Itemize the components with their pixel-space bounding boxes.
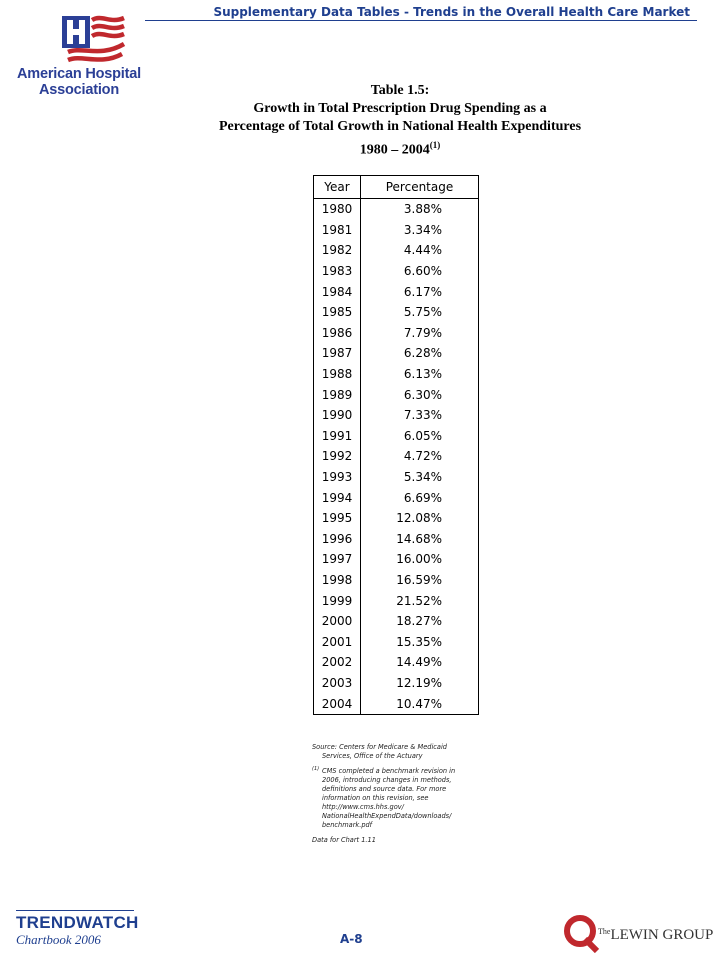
cell-percentage: 18.27% xyxy=(361,611,479,632)
cell-year: 1992 xyxy=(314,446,361,467)
table-row xyxy=(314,529,479,550)
table-row xyxy=(314,508,479,529)
source-line2: Services, Office of the Actuary xyxy=(322,752,423,760)
table-row xyxy=(314,487,479,508)
aha-logo-line2: Association xyxy=(39,82,119,98)
cell-year: 2004 xyxy=(314,693,361,714)
footnote-line: information on this revision, see xyxy=(322,794,429,802)
cell-year: 1991 xyxy=(314,426,361,447)
data-table xyxy=(313,175,479,715)
cell-year: 1997 xyxy=(314,549,361,570)
logo-h-icon xyxy=(62,16,90,48)
cell-year: 1983 xyxy=(314,261,361,282)
cell-year: 1993 xyxy=(314,467,361,488)
cell-percentage: 6.60% xyxy=(361,261,479,282)
cell-percentage: 6.28% xyxy=(361,343,479,364)
table-title-footnote-mark: (1) xyxy=(429,140,441,150)
table-row xyxy=(314,693,479,714)
cell-percentage: 12.08% xyxy=(361,508,479,529)
cell-year: 1986 xyxy=(314,323,361,344)
footnote-line: CMS completed a benchmark revision in xyxy=(322,767,456,775)
cell-year: 1998 xyxy=(314,570,361,591)
cell-year: 1987 xyxy=(314,343,361,364)
table-row xyxy=(314,549,479,570)
cell-percentage: 6.69% xyxy=(361,487,479,508)
trendwatch-logo xyxy=(16,910,139,948)
cell-percentage: 16.00% xyxy=(361,549,479,570)
cell-percentage: 16.59% xyxy=(361,570,479,591)
table-title-years: 1980 – 2004 xyxy=(359,142,430,158)
cell-percentage: 7.79% xyxy=(361,323,479,344)
table-title-line4 xyxy=(120,136,680,160)
cell-percentage: 14.68% xyxy=(361,529,479,550)
table-row xyxy=(314,631,479,652)
cell-percentage: 15.35% xyxy=(361,631,479,652)
footnote-line: 2006, introducing changes in methods, xyxy=(322,776,452,784)
cell-year: 2000 xyxy=(314,611,361,632)
header-title: Supplementary Data Tables - Trends in the Overall Health Care Market xyxy=(213,5,690,19)
cell-year: 1980 xyxy=(314,199,361,220)
chartbook-subtitle: Chartbook 2006 xyxy=(16,932,101,947)
column-header-year: Year xyxy=(314,176,361,199)
table-row xyxy=(314,281,479,302)
lewin-q-icon xyxy=(567,918,597,951)
cell-percentage: 6.13% xyxy=(361,364,479,385)
cell-percentage: 5.34% xyxy=(361,467,479,488)
footnote-line: benchmark.pdf xyxy=(322,821,373,829)
table-title-line2: Growth in Total Prescription Drug Spending as a xyxy=(253,101,547,116)
table-title-line3: Percentage of Total Growth in National Health Expenditures xyxy=(218,119,582,134)
cell-year: 1990 xyxy=(314,405,361,426)
cell-year: 1984 xyxy=(314,281,361,302)
cell-percentage: 5.75% xyxy=(361,302,479,323)
cell-year: 1989 xyxy=(314,384,361,405)
footnote-mark: (1) xyxy=(312,766,320,772)
table-title-line1: Table 1.5: xyxy=(370,83,430,98)
trendwatch-brand: TRENDWATCH xyxy=(16,910,134,933)
table-notes xyxy=(312,743,480,845)
table-row xyxy=(314,302,479,323)
table-row xyxy=(314,343,479,364)
table-row xyxy=(314,364,479,385)
cell-year: 2003 xyxy=(314,673,361,694)
cell-percentage: 6.30% xyxy=(361,384,479,405)
cell-year: 1995 xyxy=(314,508,361,529)
cell-year: 1981 xyxy=(314,220,361,241)
cell-year: 1985 xyxy=(314,302,361,323)
table-row xyxy=(314,240,479,261)
table-row xyxy=(314,384,479,405)
table-title xyxy=(120,82,680,160)
column-header-percentage: Percentage xyxy=(361,176,479,199)
lewin-group-name xyxy=(598,927,713,944)
table-row xyxy=(314,446,479,467)
table-row xyxy=(314,261,479,282)
cell-year: 1999 xyxy=(314,590,361,611)
cell-year: 2002 xyxy=(314,652,361,673)
table-row xyxy=(314,673,479,694)
table-row xyxy=(314,405,479,426)
table-row xyxy=(314,426,479,447)
footnote-line: NationalHealthExpendData/downloads/ xyxy=(322,812,452,820)
source-line1: Source: Centers for Medicare & Medicaid xyxy=(312,743,447,751)
cell-year: 1996 xyxy=(314,529,361,550)
table-body xyxy=(314,199,479,715)
cell-percentage: 7.33% xyxy=(361,405,479,426)
cell-year: 1988 xyxy=(314,364,361,385)
lewin-the: The xyxy=(598,927,611,936)
cell-percentage: 3.88% xyxy=(361,199,479,220)
table-row xyxy=(314,323,479,344)
cell-percentage: 6.05% xyxy=(361,426,479,447)
footnote-line: http://www.cms.hhs.gov/ xyxy=(322,803,404,811)
lewin-name: LEWIN GROUP xyxy=(610,927,714,943)
table-header-row xyxy=(314,176,479,199)
cell-year: 1994 xyxy=(314,487,361,508)
aha-logo-line1: American Hospital xyxy=(17,66,141,82)
cell-year: 2001 xyxy=(314,631,361,652)
header-divider xyxy=(145,20,697,21)
table-row xyxy=(314,590,479,611)
table-row xyxy=(314,652,479,673)
cell-year: 1982 xyxy=(314,240,361,261)
footnote-line: definitions and source data. For more xyxy=(322,785,447,793)
cell-percentage: 12.19% xyxy=(361,673,479,694)
cell-percentage: 21.52% xyxy=(361,590,479,611)
table-row xyxy=(314,220,479,241)
footnote xyxy=(312,767,480,830)
table-row xyxy=(314,570,479,591)
cell-percentage: 4.72% xyxy=(361,446,479,467)
table-row xyxy=(314,467,479,488)
data-for-chart-note: Data for Chart 1.11 xyxy=(312,836,376,844)
cell-percentage: 10.47% xyxy=(361,693,479,714)
cell-percentage: 14.49% xyxy=(361,652,479,673)
page-number: A-8 xyxy=(340,932,363,946)
table-row xyxy=(314,199,479,220)
table-row xyxy=(314,611,479,632)
footnote-text xyxy=(322,767,480,830)
cell-percentage: 4.44% xyxy=(361,240,479,261)
cell-percentage: 6.17% xyxy=(361,281,479,302)
cell-percentage: 3.34% xyxy=(361,220,479,241)
